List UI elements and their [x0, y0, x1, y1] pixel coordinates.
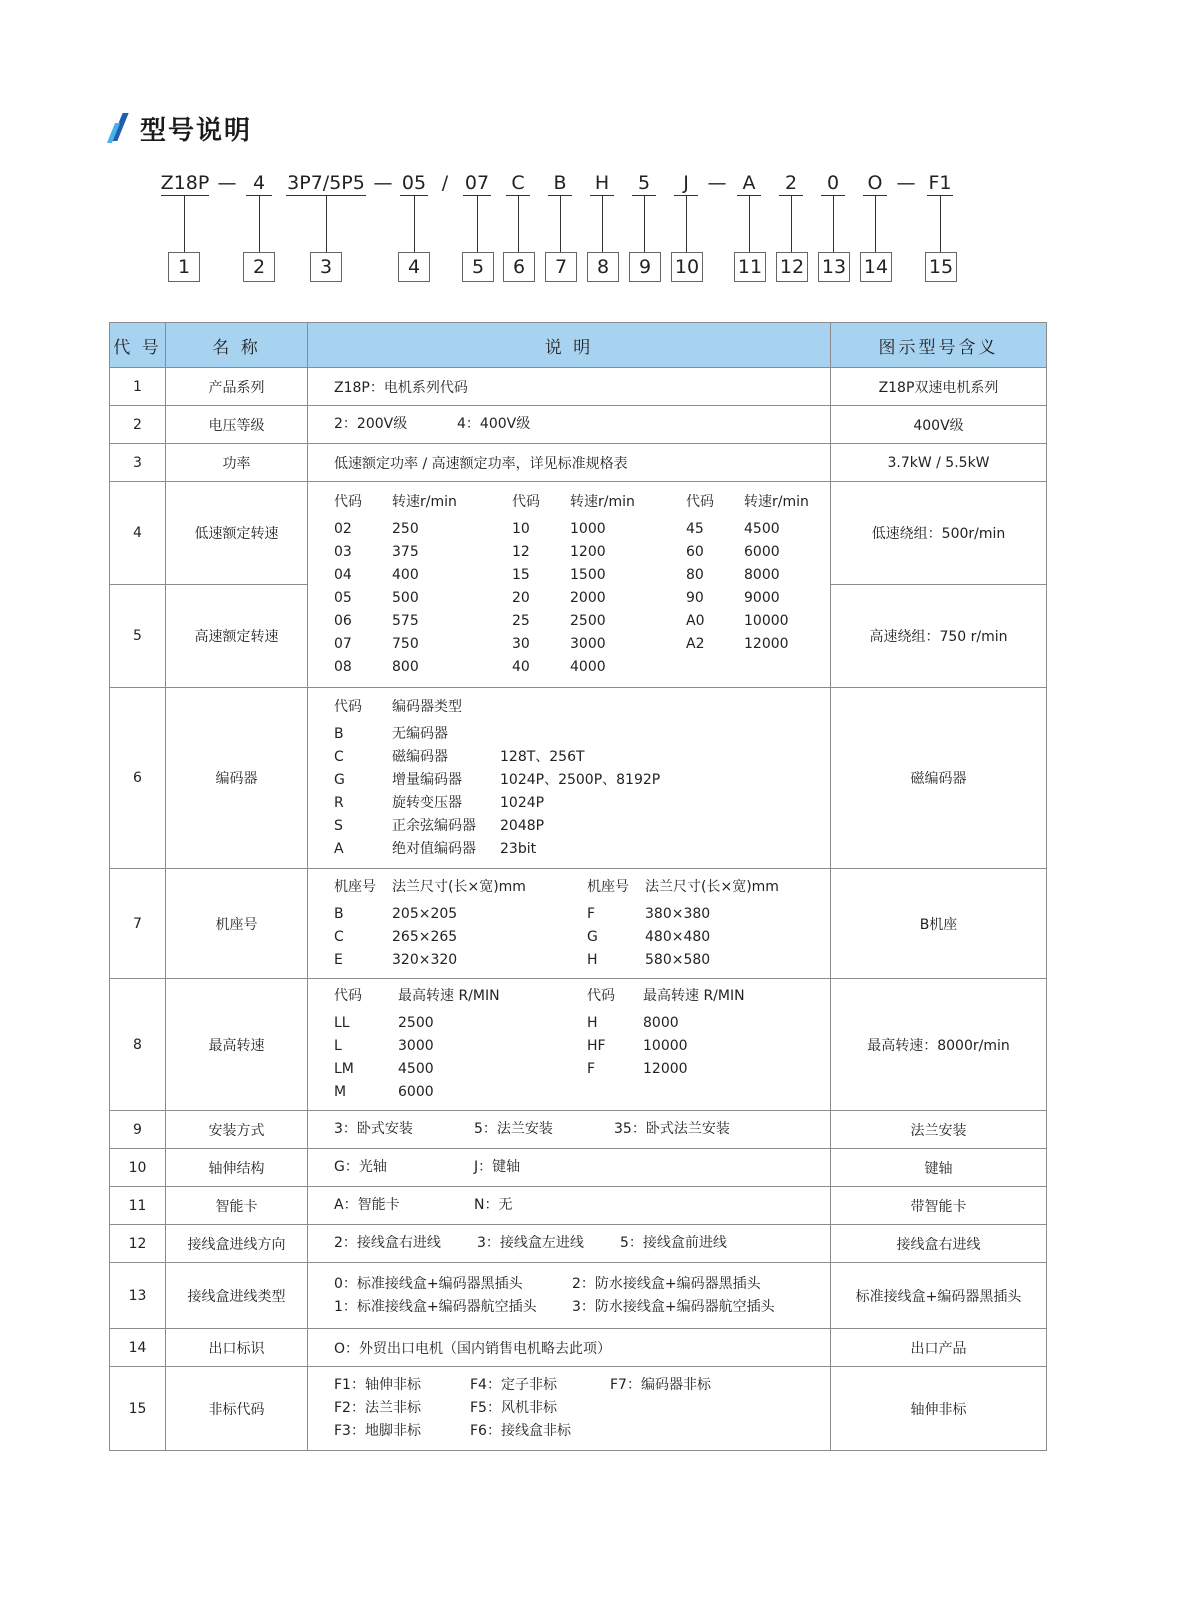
code-index-box: 2	[243, 252, 275, 282]
maxspeed-code: H	[587, 1015, 598, 1031]
frame-size: 320×320	[392, 951, 458, 968]
encoder-type: 旋转变压器	[392, 794, 462, 811]
row-example: 轴伸非标	[831, 1367, 1047, 1451]
desc-item: G：光轴	[334, 1159, 387, 1175]
row-name: 最高转速	[166, 979, 308, 1111]
code-index-box: 11	[734, 252, 766, 282]
speed-code: 20	[512, 589, 530, 606]
row-name: 智能卡	[166, 1187, 308, 1225]
frame-size: 480×480	[645, 928, 711, 945]
row-name: 产品系列	[166, 368, 308, 406]
row-name: 非标代码	[166, 1367, 308, 1451]
row-desc	[308, 1225, 831, 1263]
header-code: 代 号	[110, 323, 166, 368]
encoder-spec: 128T、256T	[500, 748, 585, 765]
speed-value: 375	[392, 543, 419, 560]
header-example: 图示型号含义	[831, 323, 1047, 368]
speed-value: 10000	[744, 612, 789, 629]
speed-code-table	[308, 482, 831, 688]
code-index-box: 3	[310, 252, 342, 282]
speed-code: 60	[686, 543, 704, 560]
desc-item: 35：卧式法兰安装	[614, 1121, 730, 1137]
maxspeed-header: 最高转速 R/MIN	[398, 988, 500, 1004]
row-desc	[308, 1111, 831, 1149]
speed-value: 750	[392, 635, 419, 652]
maxspeed-value: 6000	[398, 1084, 434, 1100]
encoder-code: G	[334, 771, 345, 788]
encoder-table	[308, 688, 831, 869]
nonstd-item: F5：风机非标	[470, 1400, 557, 1416]
row-code: 14	[110, 1329, 166, 1367]
row-example: 最高转速：8000r/min	[831, 979, 1047, 1111]
row-code: 13	[110, 1263, 166, 1329]
table-row	[110, 1263, 1047, 1329]
encoder-spec	[500, 723, 830, 746]
speed-code: 15	[512, 566, 530, 583]
row-code: 7	[110, 869, 166, 979]
speed-code: 08	[334, 658, 352, 675]
speed-code: 25	[512, 612, 530, 629]
row-name: 接线盒进线类型	[166, 1263, 308, 1329]
speed-code: 80	[686, 566, 704, 583]
speed-value: 500	[392, 589, 419, 606]
desc-item: J：键轴	[474, 1159, 521, 1175]
speed-value: 2000	[570, 589, 606, 606]
row-desc: O：外贸出口电机（国内销售电机略去此项）	[308, 1329, 831, 1367]
desc-item: 3：接线盒左进线	[477, 1235, 584, 1251]
frame-table	[308, 869, 831, 979]
speed-code: 07	[334, 635, 352, 652]
code-index-box: 6	[503, 252, 535, 282]
row-desc: Z18P：电机系列代码	[308, 368, 831, 406]
frame-code: G	[587, 928, 598, 945]
row-desc	[308, 406, 831, 444]
maxspeed-value: 4500	[398, 1061, 434, 1077]
encoder-spec: 1024P、2500P、8192P	[500, 771, 661, 788]
speed-code: 45	[686, 520, 704, 537]
speed-value: 800	[392, 658, 419, 675]
row-example: 接线盒右进线	[831, 1225, 1047, 1263]
row-name: 出口标识	[166, 1329, 308, 1367]
table-row	[110, 1367, 1047, 1451]
code-segment: 4	[252, 172, 266, 194]
row-example: 标准接线盒+编码器黑插头	[831, 1263, 1047, 1329]
speed-code: 12	[512, 543, 530, 560]
row-name: 接线盒进线方向	[166, 1225, 308, 1263]
code-index-box: 14	[860, 252, 892, 282]
code-index-box: 8	[587, 252, 619, 282]
encoder-type: 磁编码器	[392, 748, 448, 765]
desc-item: 5：接线盒前进线	[620, 1235, 727, 1251]
row-code: 4	[110, 482, 166, 585]
row-example: 3.7kW / 5.5kW	[831, 444, 1047, 482]
row-desc: 低速额定功率 / 高速额定功率，详见标准规格表	[308, 444, 831, 482]
table-row	[110, 368, 1047, 406]
code-separator: —	[217, 172, 237, 194]
maxspeed-table	[308, 979, 831, 1111]
table-row	[110, 482, 1047, 585]
row-desc	[308, 1149, 831, 1187]
code-index-box: 1	[168, 252, 200, 282]
row-code: 12	[110, 1225, 166, 1263]
code-index-box: 9	[629, 252, 661, 282]
maxspeed-value: 10000	[643, 1038, 688, 1054]
code-index-box: 12	[776, 252, 808, 282]
encoder-code: B	[334, 725, 344, 742]
speed-header: 转速r/min	[392, 493, 457, 510]
speed-header: 代码	[686, 493, 714, 510]
code-segment: 2	[784, 172, 798, 194]
nonstd-item: F2：法兰非标	[334, 1400, 421, 1416]
row-code: 10	[110, 1149, 166, 1187]
speed-code: 05	[334, 589, 352, 606]
frame-size: 265×265	[392, 928, 458, 945]
maxspeed-value: 8000	[643, 1015, 679, 1031]
table-row	[110, 1111, 1047, 1149]
encoder-spec: 1024P	[500, 794, 545, 811]
speed-header: 代码	[512, 493, 540, 510]
desc-item: 5：法兰安装	[474, 1121, 553, 1137]
row-name: 编码器	[166, 688, 308, 869]
row-example: 低速绕组：500r/min	[831, 482, 1047, 585]
table-row	[110, 1225, 1047, 1263]
speed-value: 8000	[744, 566, 780, 583]
row-code: 9	[110, 1111, 166, 1149]
speed-code: 06	[334, 612, 352, 629]
row-code: 1	[110, 368, 166, 406]
row-code: 8	[110, 979, 166, 1111]
speed-code: A2	[686, 635, 705, 652]
encoder-header: 代码	[334, 698, 362, 715]
table-row	[110, 1149, 1047, 1187]
code-index-box: 4	[398, 252, 430, 282]
encoder-code: R	[334, 794, 344, 811]
encoder-spec: 23bit	[500, 840, 537, 857]
code-segment: B	[553, 172, 567, 194]
row-code: 15	[110, 1367, 166, 1451]
maxspeed-value: 3000	[398, 1038, 434, 1054]
code-index-box: 7	[545, 252, 577, 282]
row-example: Z18P双速电机系列	[831, 368, 1047, 406]
maxspeed-code: LM	[334, 1061, 354, 1077]
frame-header: 机座号	[334, 878, 376, 895]
desc-item: 3：卧式安装	[334, 1121, 413, 1137]
code-index-box: 5	[462, 252, 494, 282]
code-segment: O	[867, 172, 883, 194]
code-segment: J	[683, 172, 689, 194]
desc-item: 2：接线盒右进线	[334, 1235, 441, 1251]
encoder-spec: 2048P	[500, 817, 545, 834]
speed-value: 575	[392, 612, 419, 629]
code-segment: 0	[826, 172, 840, 194]
maxspeed-header: 代码	[334, 988, 362, 1004]
row-code: 11	[110, 1187, 166, 1225]
speed-value: 12000	[744, 635, 789, 652]
table-row	[110, 406, 1047, 444]
encoder-code: S	[334, 817, 343, 834]
desc-item: A：智能卡	[334, 1197, 400, 1213]
table-row	[110, 979, 1047, 1111]
speed-value: 4000	[570, 658, 606, 675]
frame-code: B	[334, 905, 344, 922]
frame-size: 380×380	[645, 905, 711, 922]
encoder-type: 增量编码器	[392, 771, 462, 788]
row-example: 磁编码器	[831, 688, 1047, 869]
speed-value: 400	[392, 566, 419, 583]
model-spec-table	[109, 322, 1047, 1451]
encoder-code: C	[334, 748, 344, 765]
encoder-type: 正余弦编码器	[392, 817, 476, 834]
row-example: 带智能卡	[831, 1187, 1047, 1225]
code-segment: H	[594, 172, 610, 194]
code-index-box: 10	[671, 252, 703, 282]
row-name: 轴伸结构	[166, 1149, 308, 1187]
row-code: 2	[110, 406, 166, 444]
row-example: 出口产品	[831, 1329, 1047, 1367]
frame-code: C	[334, 928, 344, 945]
speed-code: 30	[512, 635, 530, 652]
speed-value: 1500	[570, 566, 606, 583]
section-header	[108, 108, 252, 148]
speed-header: 转速r/min	[570, 493, 635, 510]
code-index-box: 15	[925, 252, 957, 282]
code-separator: —	[896, 172, 916, 194]
maxspeed-code: F	[587, 1061, 596, 1077]
table-row	[110, 444, 1047, 482]
row-name: 安装方式	[166, 1111, 308, 1149]
row-example: 400V级	[831, 406, 1047, 444]
desc-item: 1：标准接线盒+编码器航空插头	[334, 1298, 537, 1315]
code-segment: Z18P	[160, 172, 210, 194]
table-header-row	[110, 323, 1047, 368]
speed-code: 40	[512, 658, 530, 675]
row-desc	[308, 1187, 831, 1225]
row-name: 电压等级	[166, 406, 308, 444]
speed-value: 4500	[744, 520, 780, 537]
code-segment: F1	[928, 172, 952, 194]
code-segment: 5	[637, 172, 651, 194]
speed-value: 250	[392, 520, 419, 537]
code-segment: 07	[464, 172, 490, 194]
speed-code: 10	[512, 520, 530, 537]
section-logo-icon	[108, 111, 130, 145]
header-desc: 说 明	[308, 323, 831, 368]
code-segment: 05	[401, 172, 427, 194]
maxspeed-code: M	[334, 1084, 347, 1100]
desc-item: 0：标准接线盒+编码器黑插头	[334, 1275, 523, 1292]
encoder-type: 绝对值编码器	[392, 840, 476, 857]
desc-item: 2：防水接线盒+编码器黑插头	[572, 1275, 761, 1292]
maxspeed-header: 最高转速 R/MIN	[643, 988, 745, 1004]
row-name: 功率	[166, 444, 308, 482]
speed-code: A0	[686, 612, 705, 629]
speed-header: 转速r/min	[744, 493, 809, 510]
frame-code: F	[587, 905, 596, 922]
nonstd-item: F4：定子非标	[470, 1377, 557, 1393]
row-example: B机座	[831, 869, 1047, 979]
row-code: 3	[110, 444, 166, 482]
row-code: 5	[110, 585, 166, 688]
code-index-box: 13	[818, 252, 850, 282]
speed-code: 90	[686, 589, 704, 606]
speed-value: 9000	[744, 589, 780, 606]
row-example: 键轴	[831, 1149, 1047, 1187]
frame-header: 法兰尺寸(长×宽)mm	[645, 878, 779, 895]
code-separator: —	[373, 172, 393, 194]
code-segment: 3P7/5P5	[287, 172, 365, 194]
desc-item: 3：防水接线盒+编码器航空插头	[572, 1298, 775, 1315]
nonstd-item: F3：地脚非标	[334, 1423, 421, 1439]
table-row	[110, 1329, 1047, 1367]
speed-code: 04	[334, 566, 352, 583]
speed-value: 6000	[744, 543, 780, 560]
nonstd-item: F7：编码器非标	[610, 1377, 711, 1393]
code-segment: C	[511, 172, 525, 194]
desc-item: 4：400V级	[457, 416, 531, 432]
row-name: 高速额定转速	[166, 585, 308, 688]
speed-code: 03	[334, 543, 352, 560]
table-row	[110, 869, 1047, 979]
speed-code: 02	[334, 520, 352, 537]
maxspeed-code: L	[334, 1038, 342, 1054]
frame-code: H	[587, 951, 598, 968]
code-separator: —	[707, 172, 727, 194]
table-row	[110, 1187, 1047, 1225]
code-segment: A	[742, 172, 756, 194]
speed-value: 3000	[570, 635, 606, 652]
frame-size: 205×205	[392, 905, 458, 922]
nonstd-item: F6：接线盒非标	[470, 1423, 571, 1439]
row-name: 机座号	[166, 869, 308, 979]
maxspeed-value: 12000	[643, 1061, 688, 1077]
speed-value: 1200	[570, 543, 606, 560]
page-title: 型号说明	[140, 115, 253, 146]
maxspeed-header: 代码	[587, 988, 615, 1004]
maxspeed-code: HF	[587, 1038, 606, 1054]
frame-header: 机座号	[587, 878, 629, 895]
row-example: 高速绕组：750 r/min	[831, 585, 1047, 688]
header-name: 名 称	[166, 323, 308, 368]
speed-header: 代码	[334, 493, 362, 510]
frame-code: E	[334, 951, 343, 968]
desc-item: N：无	[474, 1197, 513, 1213]
frame-header: 法兰尺寸(长×宽)mm	[392, 878, 526, 895]
row-code: 6	[110, 688, 166, 869]
encoder-type: 无编码器	[392, 725, 448, 742]
encoder-code: A	[334, 840, 344, 857]
speed-value: 1000	[570, 520, 606, 537]
row-desc	[308, 1263, 831, 1329]
nonstd-codes	[308, 1367, 831, 1451]
nonstd-item: F1：轴伸非标	[334, 1377, 421, 1393]
code-separator: /	[441, 172, 449, 194]
row-example: 法兰安装	[831, 1111, 1047, 1149]
maxspeed-value: 2500	[398, 1015, 434, 1031]
desc-item: 2：200V级	[334, 416, 408, 432]
row-name: 低速额定转速	[166, 482, 308, 585]
speed-value: 2500	[570, 612, 606, 629]
frame-size: 580×580	[645, 951, 711, 968]
encoder-header: 编码器类型	[392, 698, 462, 715]
maxspeed-code: LL	[334, 1015, 350, 1031]
table-row	[110, 688, 1047, 869]
